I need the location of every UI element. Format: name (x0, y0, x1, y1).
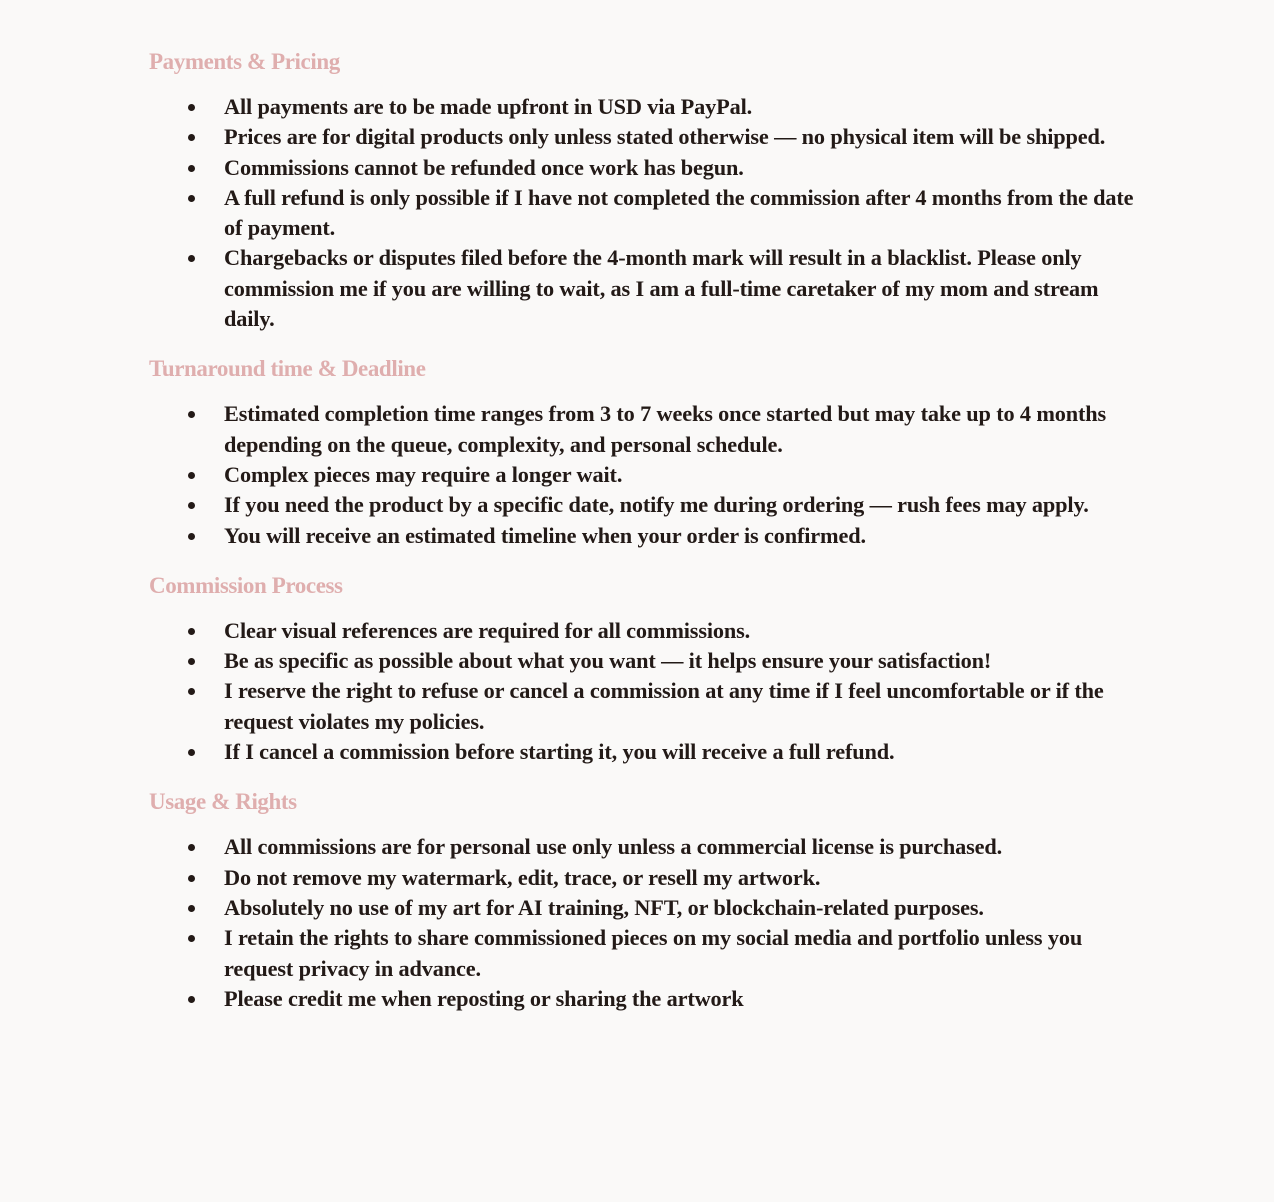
terms-of-service (149, 46, 1149, 1033)
rule-list-usage-rights (149, 832, 1149, 1014)
rule-item: Complex pieces may require a longer wait. (149, 460, 1149, 490)
rule-item: All payments are to be made upfront in USD via PayPal. (149, 92, 1149, 122)
rule-item: I retain the rights to share commissioned pieces on my social media and portfolio unless you request privacy in advance. (149, 923, 1149, 984)
rule-item: Be as specific as possible about what you want — it helps ensure your satisfaction! (149, 646, 1149, 676)
rule-item: If you need the product by a specific date, notify me during ordering — rush fees may apply. (149, 490, 1149, 520)
section-heading-commission-process: Commission Process (149, 572, 343, 598)
rule-item: Chargebacks or disputes filed before the 4-month mark will result in a blacklist. Please only commission me if you are willing to wait, as I am a full-time caretaker of my mom and stream daily. (149, 243, 1149, 334)
rule-item: I reserve the right to refuse or cancel a commission at any time if I feel uncomfortable or if the request violates my policies. (149, 676, 1149, 737)
rule-item: Commissions cannot be refunded once work has begun. (149, 153, 1149, 183)
rule-item: You will receive an estimated timeline when your order is confirmed. (149, 521, 1149, 551)
rule-item: Prices are for digital products only unless stated otherwise — no physical item will be shipped. (149, 122, 1149, 152)
rule-list-commission-process (149, 616, 1149, 767)
rule-item: All commissions are for personal use only unless a commercial license is purchased. (149, 832, 1149, 862)
rule-item: Clear visual references are required for all commissions. (149, 616, 1149, 646)
rule-item: Do not remove my watermark, edit, trace, or resell my artwork. (149, 863, 1149, 893)
rule-item: If I cancel a commission before starting it, you will receive a full refund. (149, 737, 1149, 767)
rule-item: Absolutely no use of my art for AI training, NFT, or blockchain-related purposes. (149, 893, 1149, 923)
section-heading-turnaround-deadline: Turnaround time & Deadline (149, 356, 426, 382)
rule-item: Please credit me when reposting or sharing the artwork (149, 984, 1149, 1014)
section-heading-usage-rights: Usage & Rights (149, 789, 297, 815)
rule-list-payments-pricing (149, 92, 1149, 334)
rule-list-turnaround-deadline (149, 399, 1149, 550)
rule-item: Estimated completion time ranges from 3 to 7 weeks once started but may take up to 4 months depending on the queue, complexity, and personal schedule. (149, 399, 1149, 460)
section-heading-payments-pricing: Payments & Pricing (149, 49, 340, 74)
rule-item: A full refund is only possible if I have not completed the commission after 4 months from the date of payment. (149, 183, 1149, 244)
